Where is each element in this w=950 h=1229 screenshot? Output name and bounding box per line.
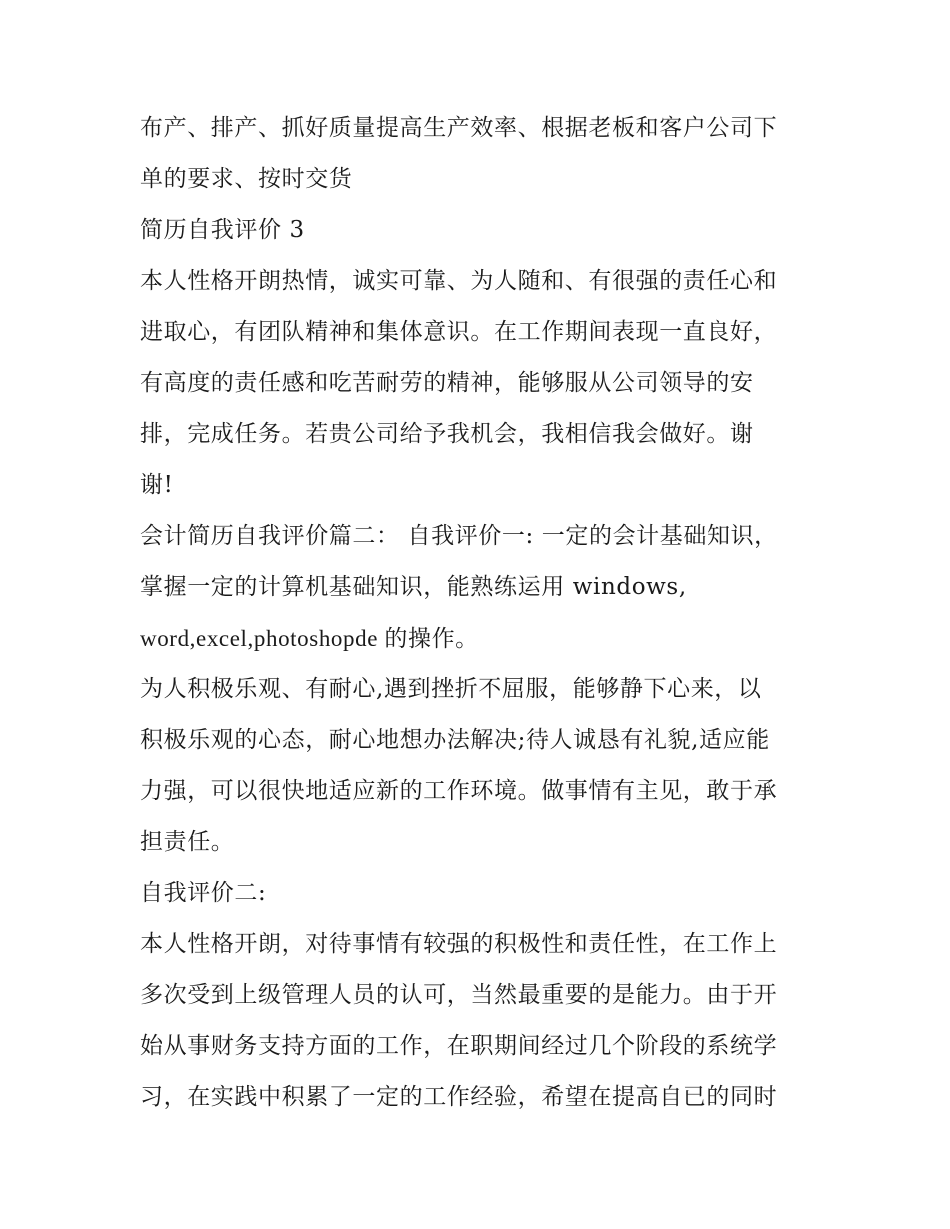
text-line: 习，在实践中积累了一定的工作经验，希望在提高自已的同时 bbox=[140, 1084, 778, 1110]
text-line: 积极乐观的心态，耐心地想办法解决;待人诚恳有礼貌,适应能 bbox=[140, 727, 770, 753]
text-line: 布产、排产、抓好质量提高生产效率、根据老板和客户公司下 bbox=[140, 115, 778, 141]
text-line: 力强，可以很快地适应新的工作环境。做事情有主见，敢于承 bbox=[140, 778, 778, 804]
text-line: 进取心，有团队精神和集体意识。在工作期间表现一直良好， bbox=[140, 319, 778, 345]
document-body bbox=[140, 103, 830, 1123]
text-line: 单的要求、按时交货 bbox=[140, 166, 353, 192]
text-line: 谢! bbox=[140, 472, 174, 498]
section-heading: 会计简历自我评价篇二： 自我评价一: 一定的会计基础知识， bbox=[140, 523, 778, 549]
text-line: 多次受到上级管理人员的认可，当然最重要的是能力。由于开 bbox=[140, 982, 778, 1008]
text-line: 本人性格开朗热情，诚实可靠、为人随和、有很强的责任心和 bbox=[140, 268, 778, 294]
text-line: 排，完成任务。若贵公司给予我机会，我相信我会做好。谢 bbox=[140, 421, 754, 447]
section-heading: 自我评价二: bbox=[140, 880, 267, 906]
section-heading: 简历自我评价 3 bbox=[140, 217, 305, 243]
text-line: word,excel,photoshopde 的操作。 bbox=[140, 626, 479, 651]
text-line: 有高度的责任感和吃苦耐劳的精神，能够服从公司领导的安 bbox=[140, 370, 754, 396]
text-line: 为人积极乐观、有耐心,遇到挫折不屈服，能够静下心来，以 bbox=[140, 676, 762, 702]
text-line: 担责任。 bbox=[140, 829, 235, 855]
text-line: 掌握一定的计算机基础知识，能熟练运用 windows, bbox=[140, 574, 687, 600]
text-line: 始从事财务支持方面的工作，在职期间经过几个阶段的系统学 bbox=[140, 1033, 778, 1059]
text-line: 本人性格开朗，对待事情有较强的积极性和责任性，在工作上 bbox=[140, 931, 778, 957]
